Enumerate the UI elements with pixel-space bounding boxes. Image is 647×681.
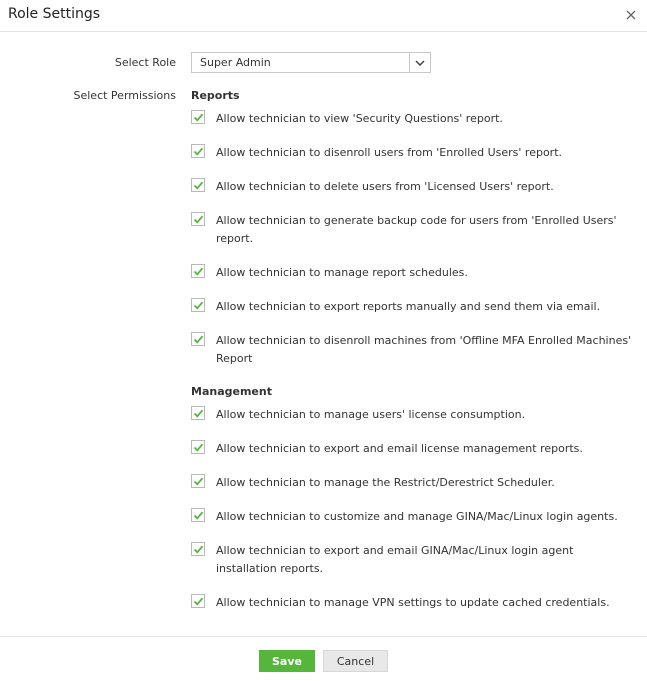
permission-checkbox[interactable] — [191, 332, 205, 346]
permission-label: Allow technician to manage the Restrict/Derestrict Scheduler. — [216, 476, 555, 489]
permission-checkbox[interactable] — [191, 542, 205, 556]
role-select-value: Super Admin — [200, 56, 271, 69]
permission-label: Allow technician to disenroll machines from 'Offline MFA Enrolled Machines' Report — [216, 334, 632, 365]
permission-label: Allow technician to manage report schedules. — [216, 266, 468, 279]
permission-checkbox[interactable] — [191, 264, 205, 278]
save-button[interactable]: Save — [259, 650, 315, 672]
permission-checkbox[interactable] — [191, 406, 205, 420]
permission-item — [191, 178, 641, 198]
permission-checkbox[interactable] — [191, 178, 205, 192]
permission-checkbox[interactable] — [191, 144, 205, 158]
permission-label: Allow technician to manage VPN settings to update cached credentials. — [216, 596, 610, 609]
permission-item — [191, 144, 641, 164]
permission-label: Allow technician to disenroll users from 'Enrolled Users' report. — [216, 146, 563, 159]
cancel-button[interactable]: Cancel — [323, 650, 388, 672]
permission-checkbox[interactable] — [191, 212, 205, 226]
permission-checkbox[interactable] — [191, 110, 205, 124]
permission-checkbox[interactable] — [191, 474, 205, 488]
section-title-management: Management — [191, 385, 272, 398]
permission-item — [191, 474, 641, 494]
permission-checkbox[interactable] — [191, 508, 205, 522]
permission-item — [191, 508, 641, 528]
permission-item — [191, 542, 641, 580]
select-permissions-label: Select Permissions — [73, 89, 176, 102]
permission-item — [191, 594, 641, 614]
close-icon[interactable] — [620, 4, 642, 26]
permission-item — [191, 264, 641, 284]
permission-label: Allow technician to generate backup code for users from 'Enrolled Users' report. — [216, 214, 617, 245]
permission-item — [191, 332, 641, 370]
permission-checkbox[interactable] — [191, 298, 205, 312]
permission-label: Allow technician to export reports manually and send them via email. — [216, 300, 601, 313]
dialog-header — [0, 0, 647, 32]
permission-item — [191, 298, 641, 318]
permission-item — [191, 212, 641, 250]
permission-item — [191, 440, 641, 460]
permission-label: Allow technician to customize and manage GINA/Mac/Linux login agents. — [216, 510, 618, 523]
role-select[interactable] — [191, 52, 431, 73]
section-title-reports: Reports — [191, 89, 240, 102]
permission-label: Allow technician to view 'Security Questions' report. — [216, 112, 503, 125]
permission-checkbox[interactable] — [191, 594, 205, 608]
permission-item — [191, 110, 641, 130]
select-role-label: Select Role — [114, 56, 176, 69]
permission-label: Allow technician to export and email license management reports. — [216, 442, 583, 455]
permission-label: Allow technician to delete users from 'Licensed Users' report. — [216, 180, 554, 193]
permission-checkbox[interactable] — [191, 440, 205, 454]
dialog-title: Role Settings — [8, 6, 101, 22]
permission-label: Allow technician to manage users' license consumption. — [216, 408, 526, 421]
permission-label: Allow technician to export and email GINA/Mac/Linux login agent installation reports. — [216, 544, 574, 575]
permission-item — [191, 406, 641, 426]
chevron-down-icon[interactable] — [409, 53, 430, 72]
